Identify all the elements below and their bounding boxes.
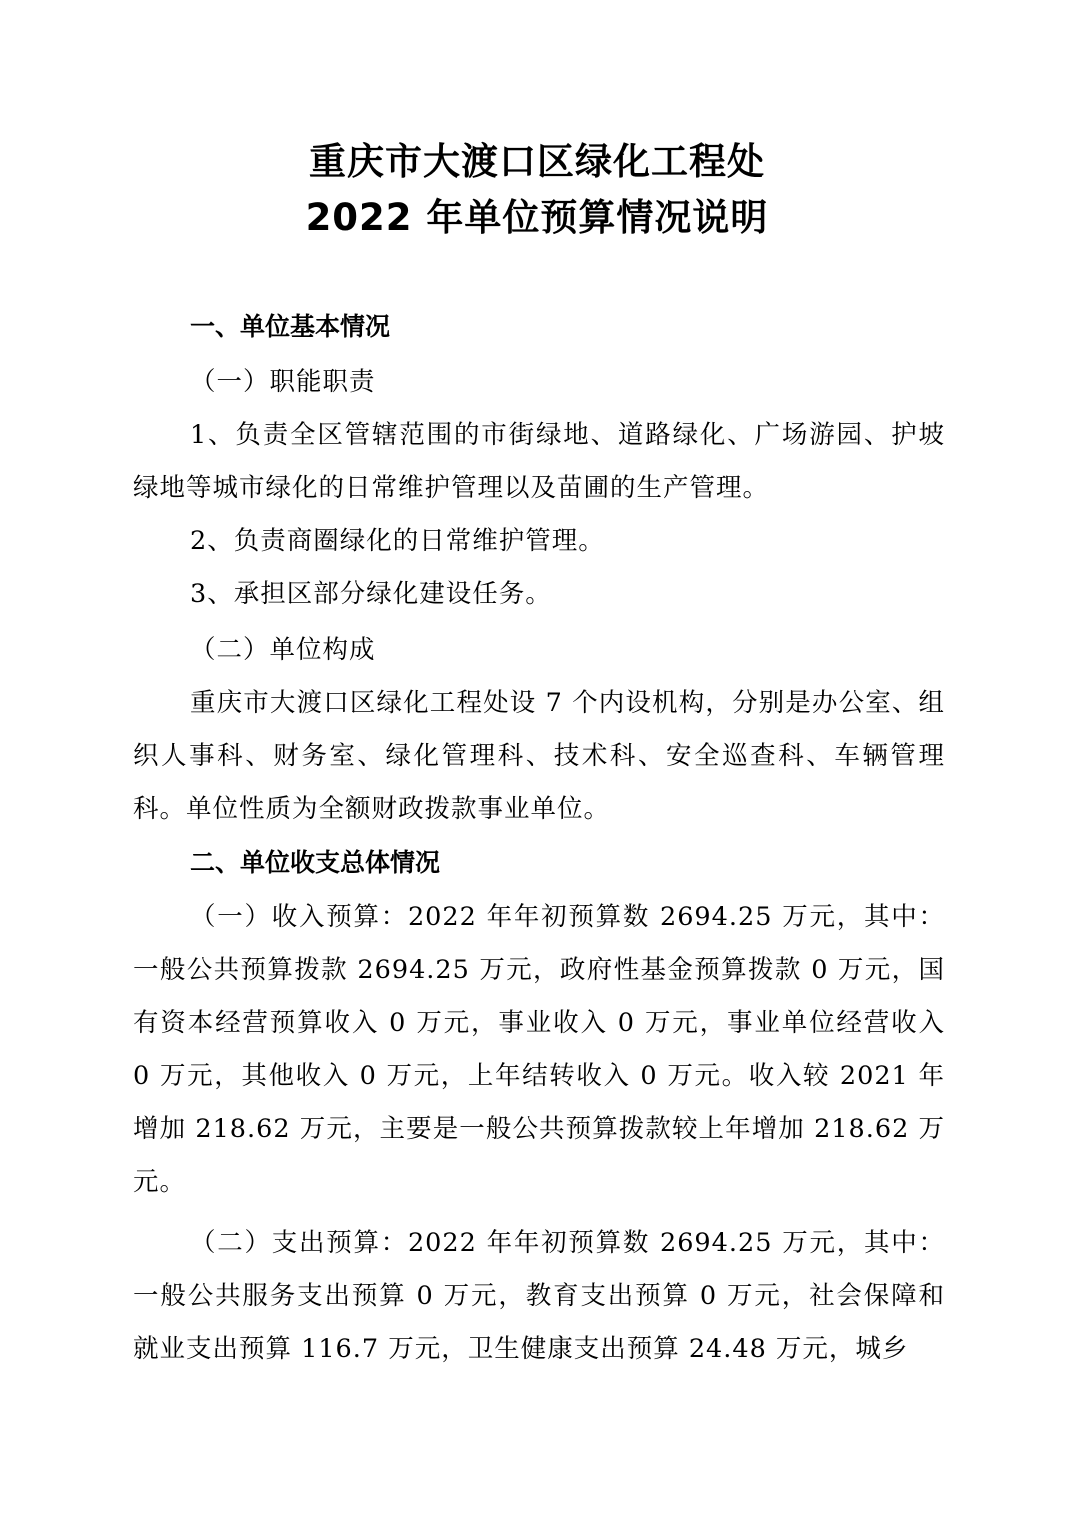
subheading-composition: （二）单位构成: [190, 635, 376, 665]
income-budget-paragraph: （一）收入预算：2022 年年初预算数 2694.25 万元，其中：一般公共预算拨款 2694.25 万元，政府性基金预算拨款 0 万元，国有资本经营预算收入 0 万元，事业收入 0 万元，事业单位经营收入 0 万元，其他收入 0 万元，上年结转收入 0 万元。收入较 2021 年增加 218.62 万元，主要是一般公共预算拨款较上年增加 218.62 万元。: [133, 902, 945, 1197]
section-heading-income-expense: 二、单位收支总体情况: [190, 848, 441, 877]
duty-item-1: 1、负责全区管辖范围的市街绿地、道路绿化、广场游园、护坡绿地等城市绿化的日常维护管理以及苗圃的生产管理。: [133, 420, 945, 503]
document-title-line2: 2022 年单位预算情况说明: [305, 196, 769, 239]
composition-paragraph: 重庆市大渡口区绿化工程处设 7 个内设机构，分别是办公室、组织人事科、财务室、绿化管理科、技术科、安全巡查科、车辆管理科。单位性质为全额财政拨款事业单位。: [133, 688, 945, 824]
section-heading-unit-basics: 一、单位基本情况: [190, 312, 391, 341]
duty-item-2: 2、负责商圈绿化的日常维护管理。: [190, 526, 605, 556]
document-title-line1: 重庆市大渡口区绿化工程处: [309, 140, 765, 183]
expense-budget-paragraph: （二）支出预算：2022 年年初预算数 2694.25 万元，其中：一般公共服务支出预算 0 万元，教育支出预算 0 万元，社会保障和就业支出预算 116.7 万元，卫生健康支出预算 24.48 万元，城乡: [133, 1228, 945, 1364]
subheading-duties: （一）职能职责: [190, 367, 376, 397]
duty-item-3: 3、承担区部分绿化建设任务。: [190, 579, 552, 609]
